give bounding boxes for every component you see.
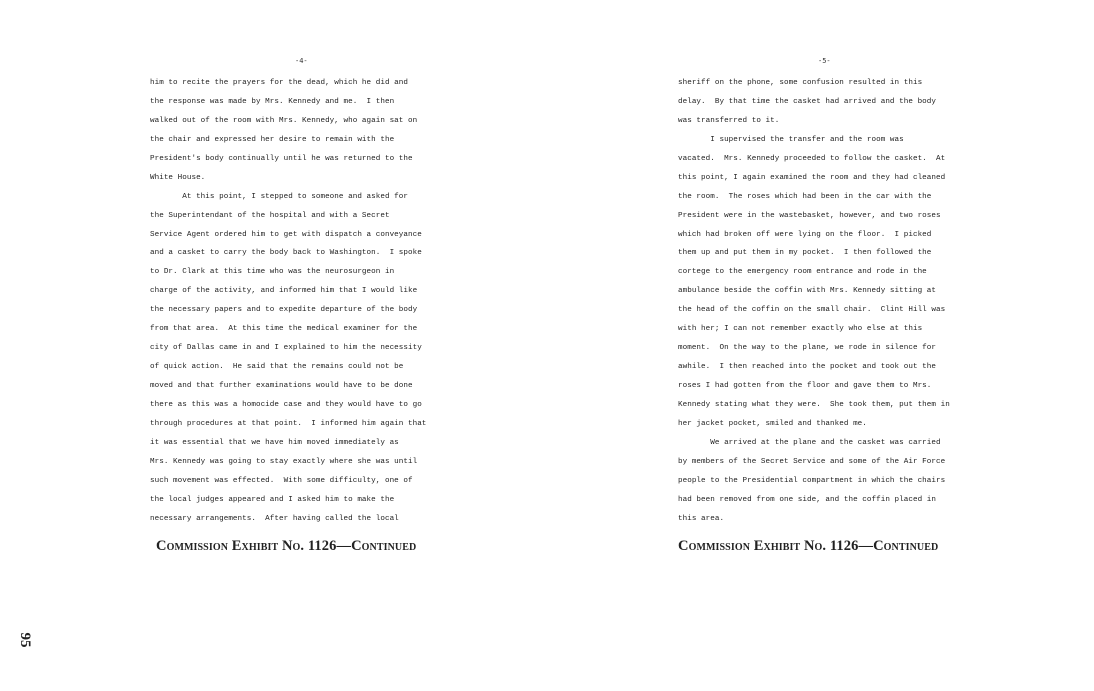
text-line: such movement was effected. With some difficulty, one of bbox=[150, 476, 413, 485]
text-line: there as this was a homocide case and they would have to go bbox=[150, 400, 422, 409]
text-line: roses I had gotten from the floor and gave them to Mrs. bbox=[678, 382, 932, 390]
text-line: which had broken off were lying on the floor. I picked bbox=[678, 230, 932, 239]
text-line: through procedures at that point. I informed him again that bbox=[150, 419, 427, 428]
text-line: Mrs. Kennedy was going to stay exactly where she was until bbox=[150, 457, 418, 466]
text-line: Service Agent ordered him to get with dispatch a conveyance bbox=[150, 230, 422, 239]
left-page-text bbox=[150, 74, 426, 529]
text-line: ambulance beside the coffin with Mrs. Kennedy sitting at bbox=[678, 287, 936, 296]
text-line: moved and that further examinations would have to be done bbox=[150, 382, 413, 390]
text-line: the necessary papers and to expedite departure of the body bbox=[150, 306, 418, 315]
left-page-number: -4- bbox=[295, 57, 308, 65]
text-line: them up and put them in my pocket. I then followed the bbox=[678, 249, 932, 258]
text-line: At this point, I stepped to someone and asked for bbox=[150, 192, 408, 201]
text-line: from that area. At this time the medical examiner for the bbox=[150, 325, 418, 334]
text-line: We arrived at the plane and the casket was carried bbox=[678, 438, 941, 447]
text-line: charge of the activity, and informed him that I would like bbox=[150, 287, 418, 296]
text-line: delay. By that time the casket had arrived and the body bbox=[678, 97, 936, 106]
text-line: awhile. I then reached into the pocket and took out the bbox=[678, 363, 936, 372]
text-line: the room. The roses which had been in the car with the bbox=[678, 192, 932, 201]
exhibit-caption: Commission Exhibit No. 1126—Continued bbox=[156, 538, 417, 554]
text-line: vacated. Mrs. Kennedy proceeded to follow the casket. At bbox=[678, 154, 946, 163]
right-page-number: -5- bbox=[818, 57, 831, 65]
text-line: President's body continually until he was returned to the bbox=[150, 154, 413, 163]
text-line: was transferred to it. bbox=[678, 116, 780, 125]
text-line: walked out of the room with Mrs. Kennedy, who again sat on bbox=[150, 116, 418, 125]
text-line: cortege to the emergency room entrance and rode in the bbox=[678, 268, 927, 277]
text-line: and a casket to carry the body back to Washington. I spoke bbox=[150, 249, 422, 258]
text-line: this area. bbox=[678, 514, 725, 523]
text-line: had been removed from one side, and the coffin placed in bbox=[678, 495, 936, 504]
text-line: the Superintendant of the hospital and with a Secret bbox=[150, 211, 390, 220]
text-line: with her; I can not remember exactly who else at this bbox=[678, 325, 923, 334]
text-line: necessary arrangements. After having called the local bbox=[150, 514, 399, 523]
right-page-text bbox=[678, 74, 950, 529]
text-line: him to recite the prayers for the dead, which he did and bbox=[150, 79, 408, 87]
text-line: sheriff on the phone, some confusion resulted in this bbox=[678, 79, 923, 87]
text-line: of quick action. He said that the remains could not be bbox=[150, 363, 404, 372]
text-line: city of Dallas came in and I explained to him the necessity bbox=[150, 344, 422, 353]
text-line: I supervised the transfer and the room was bbox=[678, 135, 904, 144]
text-line: the local judges appeared and I asked him to make the bbox=[150, 495, 395, 504]
text-line: by members of the Secret Service and some of the Air Force bbox=[678, 457, 946, 466]
exhibit-caption: Commission Exhibit No. 1126—Continued bbox=[678, 538, 939, 554]
text-line: Kennedy stating what they were. She took them, put them in bbox=[678, 400, 950, 409]
text-line: the head of the coffin on the small chair. Clint Hill was bbox=[678, 306, 946, 315]
text-line: it was essential that we have him moved immediately as bbox=[150, 438, 399, 447]
text-line: to Dr. Clark at this time who was the neurosurgeon in bbox=[150, 268, 395, 277]
text-line: President were in the wastebasket, however, and two roses bbox=[678, 211, 941, 220]
text-line: her jacket pocket, smiled and thanked me. bbox=[678, 419, 867, 428]
text-line: people to the Presidential compartment in which the chairs bbox=[678, 476, 946, 485]
folio-number: 95 bbox=[17, 632, 33, 648]
text-line: White House. bbox=[150, 173, 206, 182]
text-line: this point, I again examined the room and they had cleaned bbox=[678, 173, 946, 182]
text-line: the response was made by Mrs. Kennedy and me. I then bbox=[150, 97, 395, 106]
text-line: moment. On the way to the plane, we rode in silence for bbox=[678, 344, 936, 353]
text-line: the chair and expressed her desire to remain with the bbox=[150, 135, 395, 144]
